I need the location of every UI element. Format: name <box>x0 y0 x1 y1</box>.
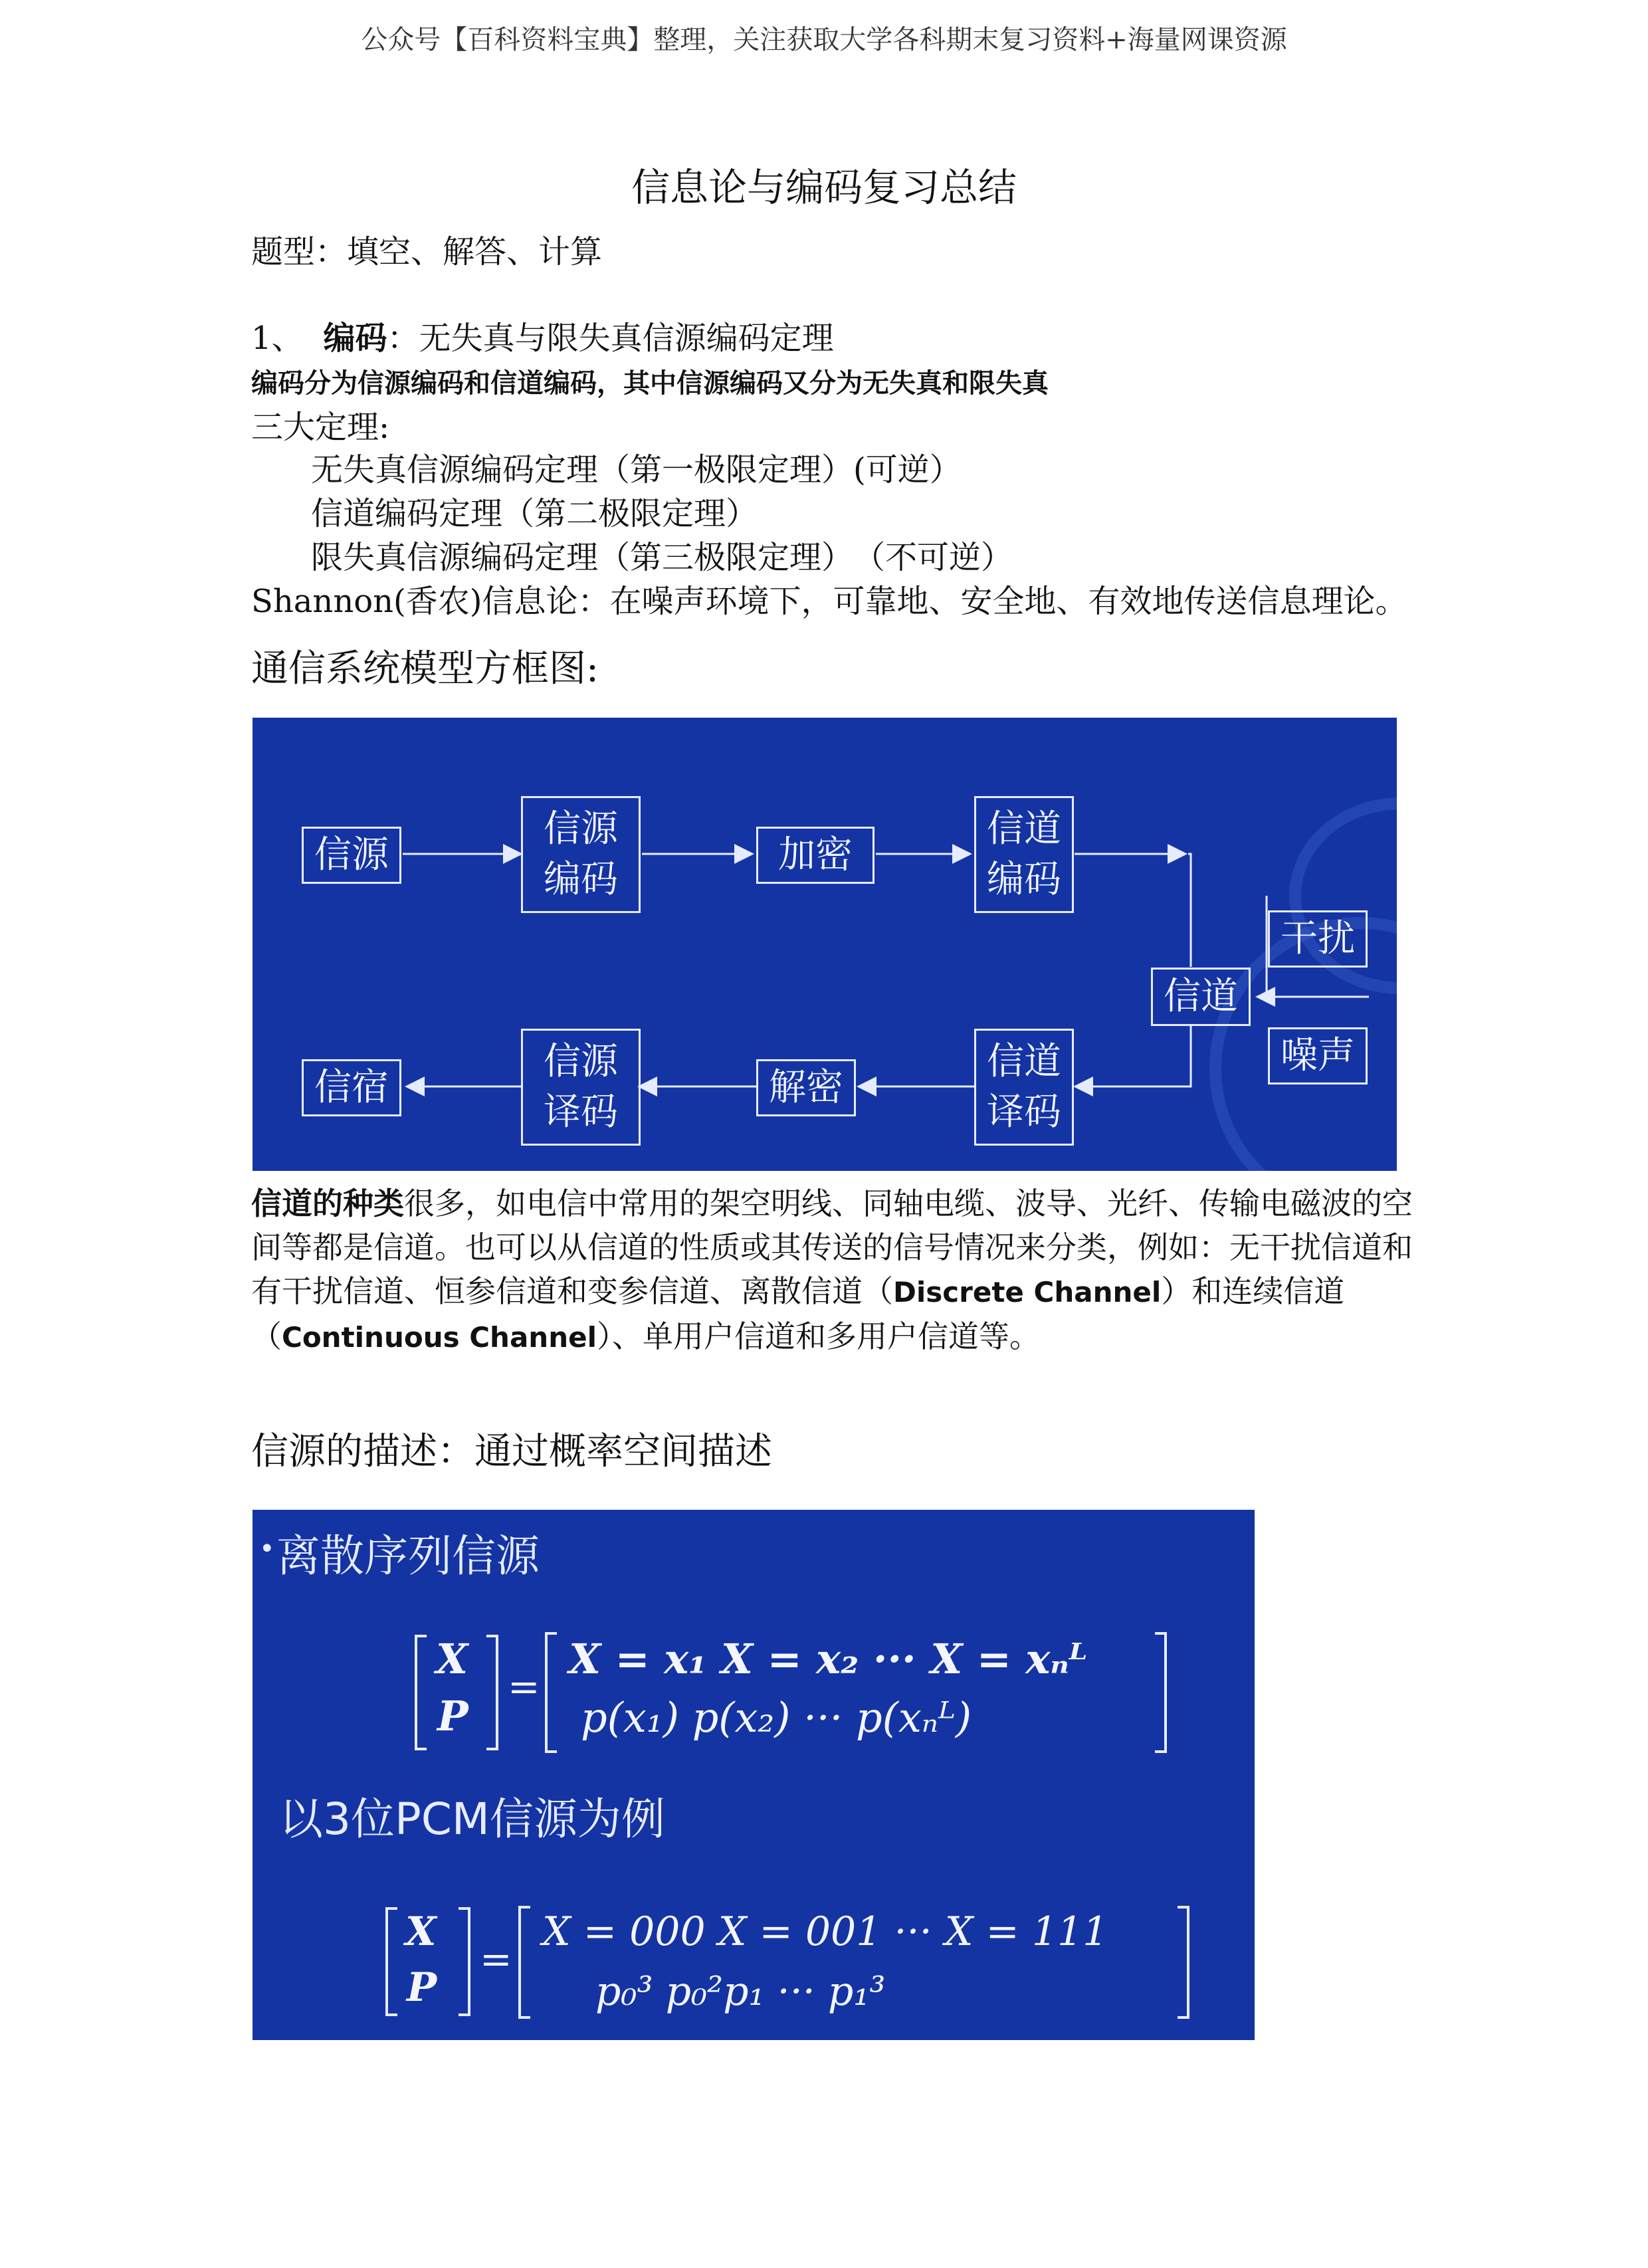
header-note: 公众号【百科资料宝典】整理，关注获取大学各科期末复习资料+海量网课资源 <box>361 25 1287 55</box>
channel-types-text-2: ）和连续信道（ <box>251 1273 1345 1354</box>
matrix2-lhs-p: P <box>407 1964 437 2011</box>
section1-heading-rest: ：无失真与限失真信源编码定理 <box>387 320 834 357</box>
box-interference: 干扰 <box>1268 910 1368 968</box>
line-to-channel <box>1188 854 1191 967</box>
matrix2-equals: = <box>480 1936 512 1982</box>
box-decrypt: 解密 <box>756 1059 856 1116</box>
matrix1-row1: X = x₁ X = x₂ ··· X = xₙᴸ <box>569 1635 1088 1683</box>
matrix1-lhs-x: X <box>436 1635 468 1683</box>
section1-heading-bold: 编码 <box>323 320 387 357</box>
channel-types-text-1: 很多，如电信中常用的架空明线、同轴电缆、波导、光纤、传输电磁波的空间等都是信道。也可以从信道的性质或其传送的信号情况来分类，例如：无干扰信道和有干扰信道、恒参信道和变参信道、离散信道（ <box>251 1186 1413 1309</box>
matrix2-row1: X = 000 X = 001 ··· X = 111 <box>542 1908 1108 1955</box>
theorem-2: 信道编码定理（第二极限定理） <box>311 495 758 532</box>
source-probability-slide <box>253 1510 1255 2040</box>
box-source-decoding: 信源 译码 <box>521 1029 641 1146</box>
coding-note: 编码分为信源编码和信道编码，其中信源编码又分为无失真和限失真 <box>251 367 1049 399</box>
three-theorems-label: 三大定理: <box>251 409 390 446</box>
system-model-diagram <box>253 718 1397 1171</box>
pcm-example-label: 以3位PCM信源为例 <box>279 1794 665 1845</box>
section1-heading <box>251 312 834 358</box>
theorem-3: 限失真信源编码定理（第三极限定理） （不可逆） <box>311 539 1013 576</box>
continuous-channel-term: Continuous Channel <box>282 1321 597 1354</box>
shannon-line: Shannon(香农)信息论：在噪声环境下，可靠地、安全地、有效地传送信息理论。 <box>251 583 1407 620</box>
channel-types-lead: 信道的种类 <box>251 1186 404 1221</box>
box-encrypt: 加密 <box>756 827 875 884</box>
box-channel-decoding: 信道 译码 <box>974 1029 1074 1146</box>
channel-types-text-3: ）、单用户信道和多用户信道等。 <box>596 1318 1040 1354</box>
box-source-encoding: 信源 编码 <box>521 796 641 913</box>
channel-types-paragraph <box>251 1182 1421 1360</box>
model-heading: 通信系统模型方框图: <box>251 647 599 690</box>
box-channel: 信道 <box>1151 968 1251 1026</box>
theorem-1: 无失真信源编码定理（第一极限定理）(可逆） <box>311 451 962 488</box>
box-sink: 信宿 <box>302 1059 401 1116</box>
slide-title: 离散序列信源 <box>276 1530 540 1582</box>
box-channel-encoding: 信道 编码 <box>974 796 1074 913</box>
matrix1-equals: = <box>508 1664 540 1709</box>
matrix2-row2: p₀³ p₀²p₁ ··· p₁³ <box>595 1968 886 2015</box>
section1-number: 1、 <box>251 320 304 357</box>
bullet-icon: • <box>259 1534 275 1564</box>
matrix1-lhs-p: P <box>437 1692 468 1740</box>
matrix1-row2: p(x₁) p(x₂) ··· p(xₙᴸ) <box>581 1693 972 1742</box>
source-description-heading: 信源的描述：通过概率空间描述 <box>251 1430 772 1473</box>
discrete-channel-term: Discrete Channel <box>893 1276 1162 1308</box>
document-title: 信息论与编码复习总结 <box>631 165 1017 210</box>
matrix2-lhs-x: X <box>405 1908 437 1955</box>
box-noise: 噪声 <box>1268 1027 1368 1084</box>
matrix-brackets <box>253 1510 1255 2040</box>
arrow-channel-to-chdec <box>1075 1026 1191 1086</box>
box-source: 信源 <box>302 827 401 884</box>
question-types: 题型：填空、解答、计算 <box>251 233 603 270</box>
